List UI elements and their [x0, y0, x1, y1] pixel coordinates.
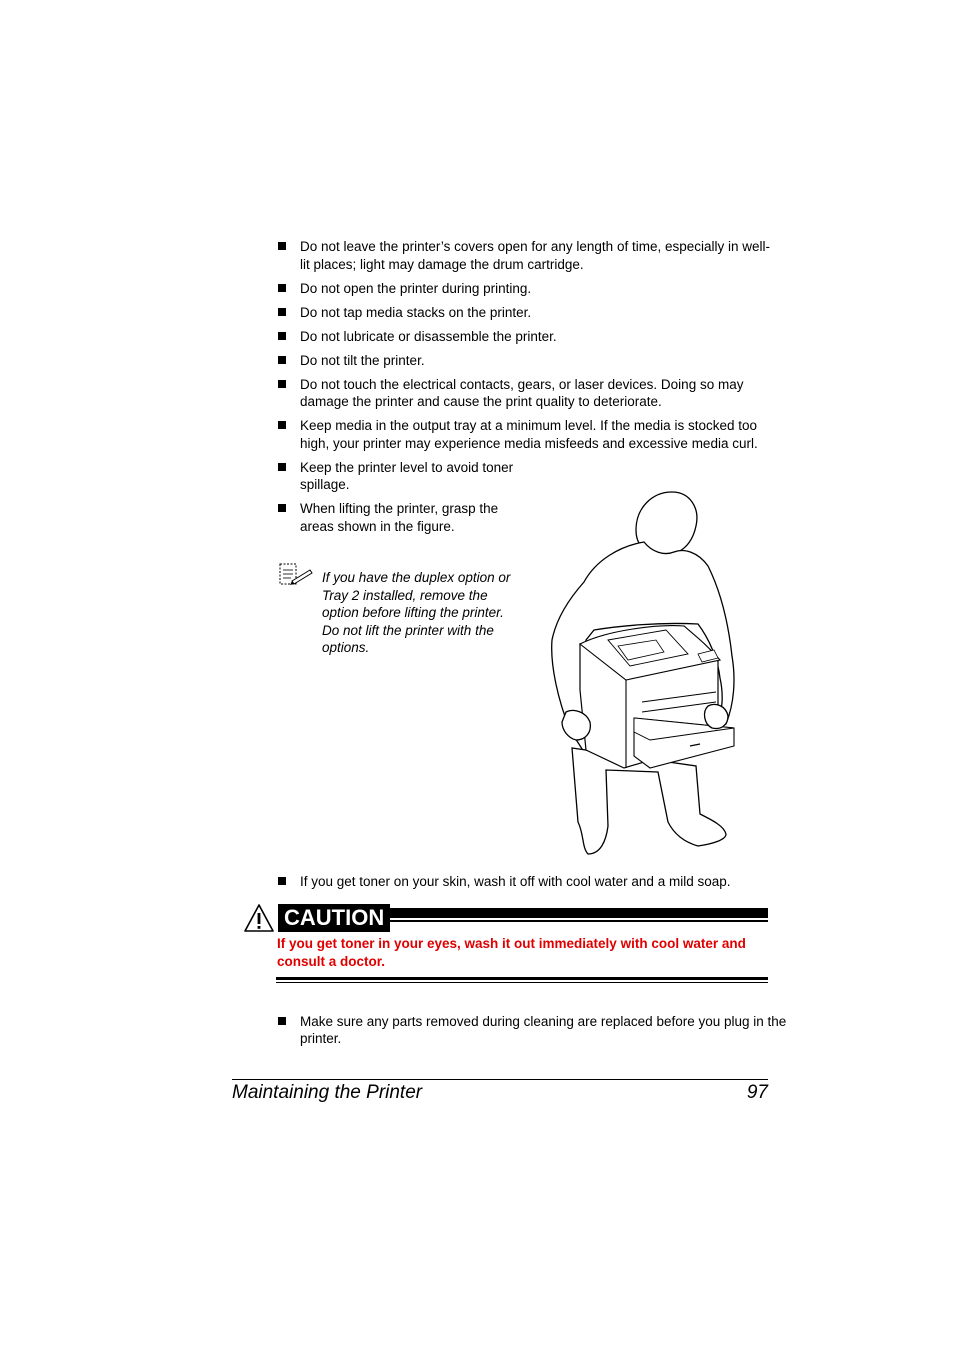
list-item-text: Do not open the printer during printing.	[300, 280, 532, 296]
footer-rule	[232, 1079, 768, 1080]
person-lifting-printer-illustration	[548, 490, 748, 860]
caution-header-line	[390, 920, 768, 922]
bullet-square-icon	[278, 356, 286, 364]
list-item-text: Keep media in the output tray at a minimum level. If the media is stocked too high, your printer may experience media misfeeds and excessive media curl.	[300, 418, 758, 451]
list-item	[276, 500, 530, 535]
list-item	[276, 280, 770, 298]
caution-header-bar	[390, 908, 768, 918]
note-pencil-icon	[278, 562, 314, 588]
list-item-text: Keep the printer level to avoid toner spillage.	[300, 459, 514, 493]
note-text: If you have the duplex option or Tray 2 installed, remove the option before lifting the printer. Do not lift the printer with the options.	[322, 570, 511, 656]
bullet-square-icon	[278, 421, 286, 429]
list-item-text: Make sure any parts removed during cleaning are replaced before you plug in the printer.	[300, 1013, 787, 1047]
list-item	[276, 873, 794, 891]
bullet-square-icon	[278, 242, 286, 250]
bullet-square-icon	[278, 284, 286, 292]
list-item	[276, 1013, 794, 1048]
bullet-square-icon	[278, 877, 286, 885]
caution-text: If you get toner in your eyes, wash it out immediately with cool water and consult a doctor.	[277, 936, 746, 969]
list-item	[276, 459, 530, 494]
bullet-square-icon	[278, 380, 286, 388]
bullet-square-icon	[278, 332, 286, 340]
page-number: 97	[746, 1082, 768, 1103]
list-item-text: Do not leave the printer’s covers open for any length of time, especially in well-lit places; light may damage the drum cartridge.	[300, 239, 770, 272]
warning-triangle-icon	[243, 903, 275, 933]
list-item	[276, 417, 770, 452]
list-item-text: Do not touch the electrical contacts, gears, or laser devices. Doing so may damage the printer and cause the print quality to deteriorate.	[300, 376, 744, 410]
list-item-text: Do not tilt the printer.	[300, 352, 425, 368]
list-item	[276, 238, 770, 273]
list-item	[276, 328, 770, 346]
list-item-text: When lifting the printer, grasp the areas shown in the figure.	[300, 501, 499, 534]
list-item-text: If you get toner on your skin, wash it off with cool water and a mild soap.	[300, 874, 731, 889]
list-item	[276, 304, 770, 322]
list-item-text: Do not tap media stacks on the printer.	[300, 304, 532, 320]
list-item	[276, 352, 770, 370]
bullet-square-icon	[278, 1017, 286, 1025]
bullet-square-icon	[278, 463, 286, 471]
list-item	[276, 376, 770, 411]
list-item-text: Do not lubricate or disassemble the printer.	[300, 328, 557, 344]
bullet-square-icon	[278, 308, 286, 316]
caution-bottom-rule-thin	[276, 982, 768, 983]
caution-label: CAUTION	[278, 904, 390, 932]
caution-bottom-rule	[276, 977, 768, 980]
footer-title: Maintaining the Printer	[232, 1082, 423, 1103]
bullet-square-icon	[278, 504, 286, 512]
